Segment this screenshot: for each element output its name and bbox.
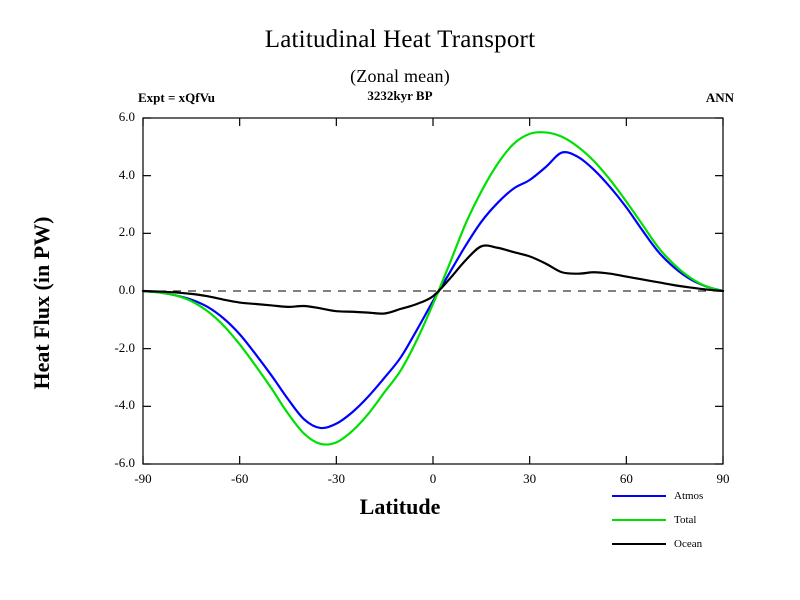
chart-subtitle: (Zonal mean) xyxy=(350,66,450,86)
x-tick-label: 60 xyxy=(619,471,633,486)
legend-line-icon xyxy=(612,495,666,497)
legend-label: Atmos xyxy=(674,490,704,502)
experiment-label: Expt = xQfVu xyxy=(138,90,216,105)
legend-item[interactable] xyxy=(612,484,782,508)
x-axis-label: Latitude xyxy=(359,494,441,519)
legend-label: Ocean xyxy=(674,538,703,550)
legend-line-icon xyxy=(612,543,666,545)
y-tick-label: 6.0 xyxy=(118,109,135,124)
y-tick-label: -6.0 xyxy=(114,455,135,470)
y-tick-label: 0.0 xyxy=(118,282,135,297)
x-tick-label: -90 xyxy=(134,471,152,486)
period-label: 3232kyr BP xyxy=(367,88,433,103)
season-label: ANN xyxy=(705,90,734,105)
page-title: Latitudinal Heat Transport xyxy=(264,26,536,53)
y-tick-label: 2.0 xyxy=(118,224,135,240)
y-tick-label: -4.0 xyxy=(114,397,135,413)
legend-item[interactable] xyxy=(612,508,782,532)
y-tick-label: -2.0 xyxy=(114,339,135,355)
y-tick-label: 4.0 xyxy=(118,166,135,182)
x-tick-label: 90 xyxy=(716,471,730,486)
x-tick-label: -30 xyxy=(327,471,345,486)
legend-line-icon xyxy=(612,519,666,521)
x-tick-label: 30 xyxy=(523,471,537,486)
chart-legend xyxy=(612,484,782,556)
x-tick-label: -60 xyxy=(230,471,249,486)
y-axis-label: Heat Flux (in PW) xyxy=(29,216,54,390)
legend-label: Total xyxy=(674,514,697,526)
legend-item[interactable] xyxy=(612,532,782,556)
x-tick-label: 0 xyxy=(429,471,437,486)
